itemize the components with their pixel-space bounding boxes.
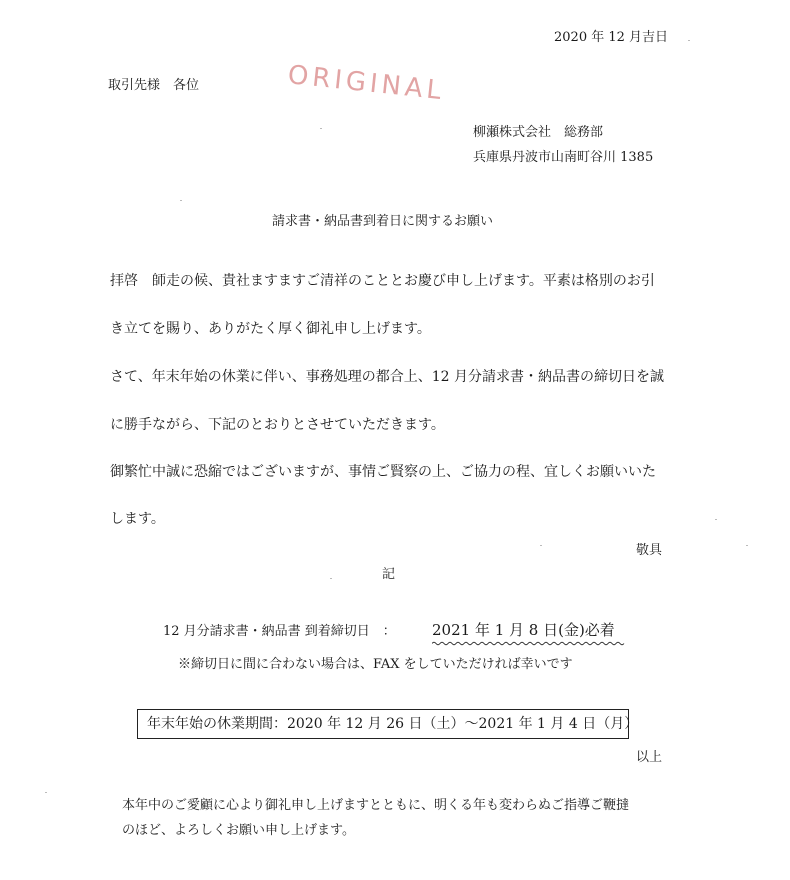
deadline-note: ※締切日に間に合わない場合は、FAX をしていただければ幸いです	[178, 657, 573, 672]
body-line: き立てを賜り、ありがたく厚く御礼申し上げます。	[110, 321, 431, 337]
body-line: 拝啓 師走の候、貴社ますますご清祥のこととお慶び申し上げます。平素は格別のお引	[110, 273, 655, 289]
footer-line: のほど、よろしくお願い申し上げます。	[122, 823, 355, 838]
holiday-period: 年末年始の休業期間：2020 年 12 月 26 日（土）〜2021 年 1 月 4 日（月）	[147, 716, 639, 732]
scan-speck	[45, 792, 47, 793]
deadline-value: 2021 年 1 月 8 日(金)必着	[432, 621, 615, 639]
keigu-closing: 敬具	[636, 543, 663, 558]
footer-line: 本年中のご愛顧に心より御礼申し上げますとともに、明くる年も変わらぬご指導ご鞭撻	[122, 798, 630, 813]
holiday-period-box	[137, 709, 639, 739]
deadline-label: 12 月分請求書・納品書 到着締切日 ：	[163, 624, 396, 639]
body-line: します。	[110, 511, 165, 527]
body-line: 御繁忙中誠に恐縮ではございますが、事情ご賢察の上、ご協力の程、宜しくお願いいた	[110, 464, 656, 480]
scan-speck	[540, 545, 542, 546]
wavy-underline	[432, 641, 628, 646]
ijou-closing: 以上	[636, 750, 663, 765]
document-title: 請求書・納品書到着日に関するお願い	[272, 214, 494, 229]
scan-speck	[320, 128, 322, 129]
scan-speck	[715, 519, 717, 520]
sender-address: 兵庫県丹波市山南町谷川 1385	[473, 150, 654, 165]
scan-speck	[180, 200, 182, 201]
scan-speck	[746, 545, 748, 546]
body-line: に勝手ながら、下記のとおりとさせていただきます。	[110, 417, 445, 433]
recipient: 取引先様 各位	[108, 78, 200, 93]
scan-speck	[688, 40, 690, 41]
document-date: 2020 年 12 月吉日	[554, 30, 669, 45]
body-line: さて、年末年始の休業に伴い、事務処理の都合上、12 月分請求書・納品書の締切日を誠	[110, 369, 664, 385]
scan-speck	[330, 578, 332, 579]
sender-company: 柳瀬株式会社 総務部	[473, 125, 604, 140]
ki-heading: 記	[382, 567, 396, 582]
original-stamp: ORIGINAL	[286, 60, 447, 107]
